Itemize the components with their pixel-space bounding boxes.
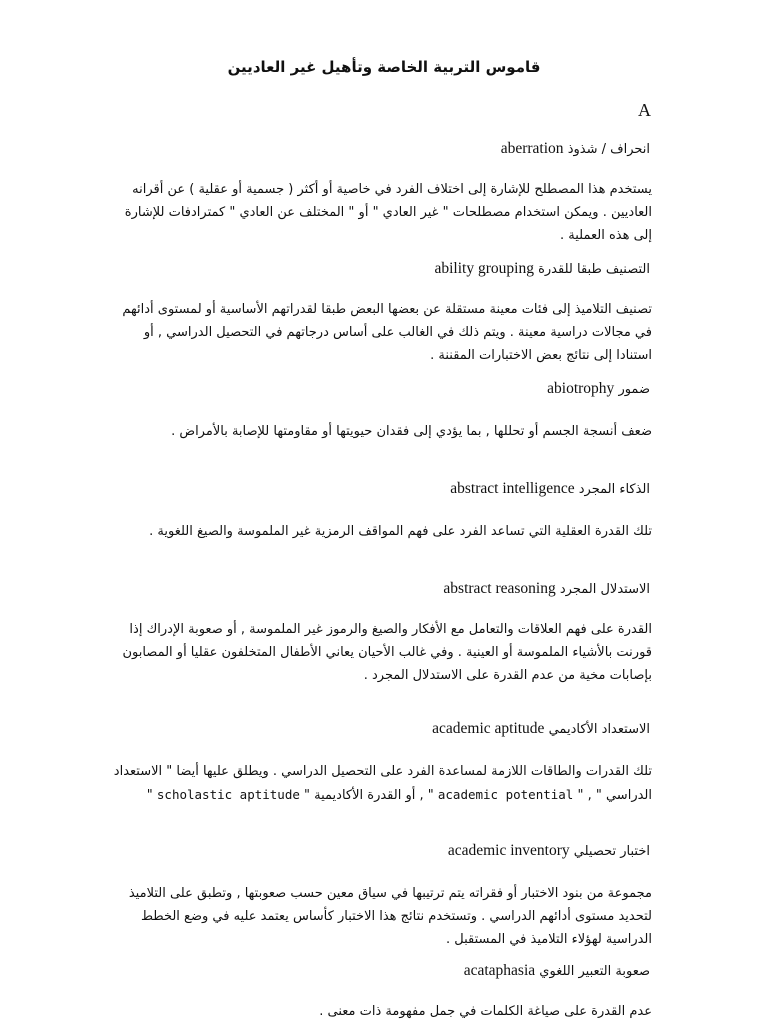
term-english: acataphasia <box>463 962 536 979</box>
term-definition: ضعف أنسجة الجسم أو تحللها , بما يؤدي إلى فقدان حيويتها أو مقاومتها للإصابة بالأمراض . <box>171 424 652 439</box>
term-english: academic inventory <box>447 842 570 859</box>
definition-text: " , أو القدرة الأكاديمية " <box>304 788 434 803</box>
term-arabic: الاستدلال المجرد <box>559 582 650 597</box>
term-english: aberration <box>500 140 564 157</box>
term-heading <box>547 380 650 398</box>
term-definition: تصنيف التلاميذ إلى فئات معينة مستقلة عن بعضها البعض طبقا لقدراتهم الأساسية أو لمستوى أدائهم في مجالات دراسية معينة . ويتم ذلك في الغالب على أساس درجاتهم في التحصيل الدراسي , أو استنادا إلى نتائج بعض الاختبارات المقننة . <box>122 302 652 363</box>
term-definition: مجموعة من بنود الاختبار أو فقراته يتم ترتيبها في سياق معين حسب صعوبتها , وتطبق على التلاميذ لتحديد مستوى أدائهم الدراسي . وتستخدم نتائج هذا الاختبار كأساس يعتمد عليه في وضع الخطط الدراسية لهؤلاء التلاميذ في المستقبل . <box>128 886 652 947</box>
term-english: abstract intelligence <box>450 480 575 497</box>
term-heading <box>450 480 650 498</box>
term-arabic: انحراف / شذوذ <box>567 142 650 157</box>
page-title: قاموس التربية الخاصة وتأهيل غير العاديين <box>227 58 541 76</box>
term-heading <box>435 260 651 278</box>
term-synonym: academic potential <box>437 787 574 802</box>
term-definition: يستخدم هذا المصطلح للإشارة إلى اختلاف الفرد في خاصية أو أكثر ( جسمية أو عقلية ) عن أقرانه العاديين . ويمكن استخدام مصطلحات " غير العادي " أو " المختلف عن العادي " كمترادفات للإشارة إلى هذه العملية . <box>124 182 652 243</box>
term-arabic: الاستعداد الأكاديمي <box>548 722 650 737</box>
term-arabic: الذكاء المجرد <box>578 482 650 497</box>
term-definition: القدرة على فهم العلاقات والتعامل مع الأفكار والصيغ والرموز غير الملموسة , أو صعوبة الإدراك إذا قورنت بالأشياء الملموسة أو العينية . وفي غالب الأحيان يعاني الأطفال المتخلفون عقليا أو المصابون بإصابات مخية من عدم القدرة على الاستدلال المجرد . <box>122 622 652 683</box>
term-definition: عدم القدرة على صياغة الكلمات في جمل مفهومة ذات معنى . <box>319 1004 652 1019</box>
term-english: abstract reasoning <box>443 580 556 597</box>
term-arabic: ضمور <box>618 382 650 397</box>
term-heading <box>464 962 650 980</box>
term-definition: تلك القدرة العقلية التي تساعد الفرد على فهم المواقف الرمزية غير الملموسة والصيغ اللغوية . <box>149 524 652 539</box>
term-heading <box>443 580 650 598</box>
definition-text: تلك القدرات والطاقات اللازمة لمساعدة الفرد على التحصيل الدراسي . ويطلق عليها أيضا " الاستعداد الدراسي " , " <box>113 764 652 803</box>
term-english: abiotrophy <box>547 380 615 397</box>
term-arabic: اختبار تحصيلي <box>573 844 650 859</box>
term-heading <box>448 842 650 860</box>
term-arabic: صعوبة التعبير اللغوي <box>539 964 650 979</box>
term-english: academic aptitude <box>432 720 545 737</box>
section-letter: A <box>638 100 651 120</box>
term-heading <box>501 140 650 158</box>
term-arabic: التصنيف طبقا للقدرة <box>538 262 650 277</box>
definition-text: " <box>146 788 153 803</box>
term-synonym: scholastic aptitude <box>156 787 300 802</box>
term-heading <box>432 720 650 738</box>
term-definition <box>112 760 652 807</box>
term-english: ability grouping <box>434 260 534 277</box>
